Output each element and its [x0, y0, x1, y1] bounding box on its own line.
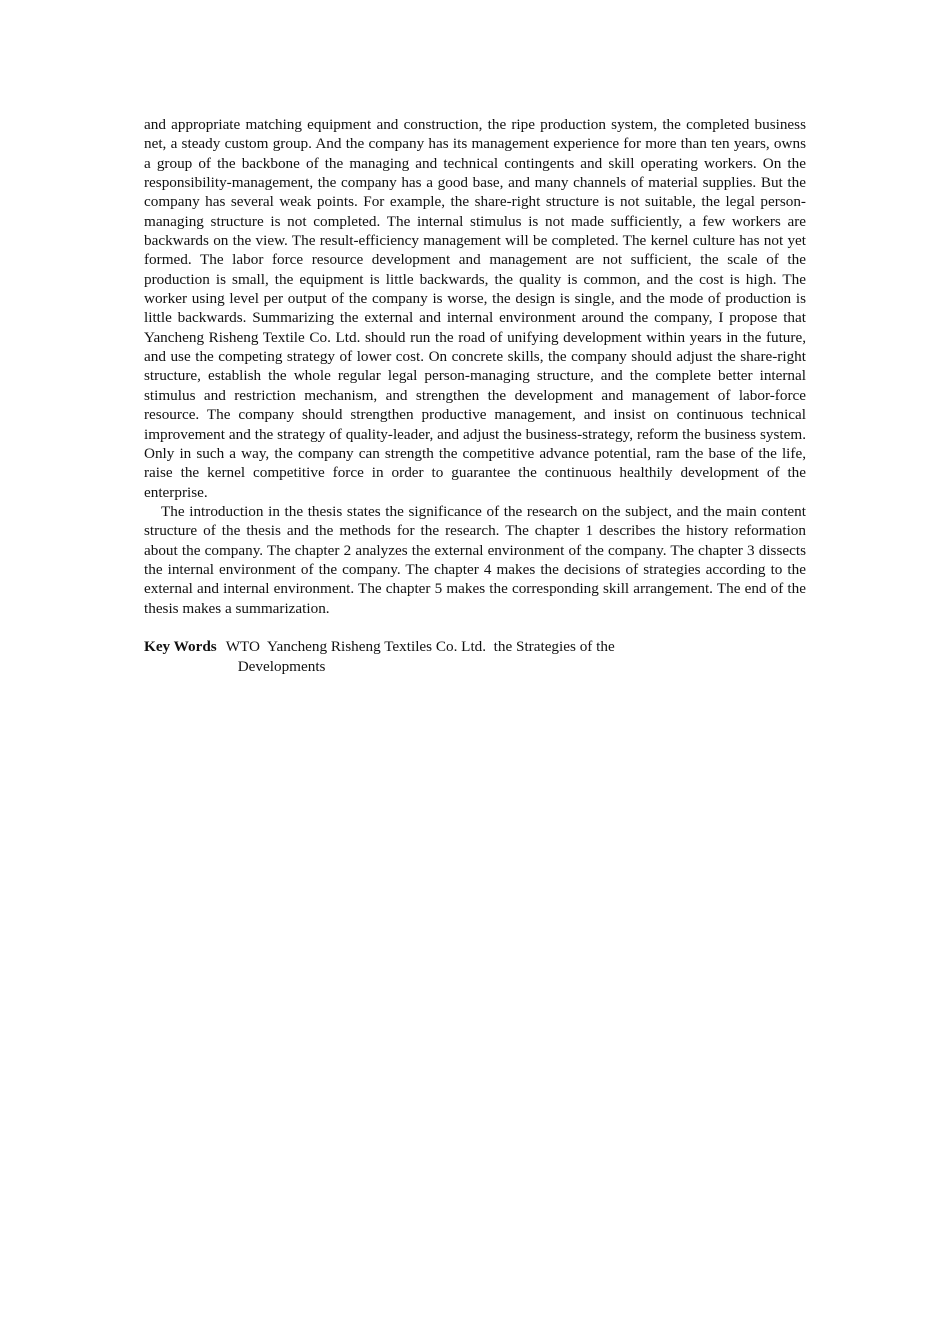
keywords-label: Key Words [144, 637, 217, 655]
abstract-paragraph-2: The introduction in the thesis states the significance of the research on the subject, and the main content structure of the thesis and the methods for the research. The chapter 1 describes the history reformation about the company. The chapter 2 analyzes the external environment of the company. The chapter 3 dissects the internal environment of the company. The chapter 4 makes the decisions of strategies according to the external and internal environment. The chapter 5 makes the corresponding skill arrangement. The end of the thesis makes a summarization. [144, 502, 806, 617]
document-page [144, 115, 806, 677]
keywords-section [144, 637, 806, 677]
keywords-values: WTO Yancheng Risheng Textiles Co. Ltd. the Strategies of the Developments [225, 637, 619, 675]
abstract-paragraph-1: and appropriate matching equipment and construction, the ripe production system, the completed business net, a steady custom group. And the company has its management experience for more than ten years, owns a group of the backbone of the managing and technical contingents and skill operating workers. On the responsibility-management, the company has a good base, and many channels of material supplies. But the company has several weak points. For example, the share-right structure is not suitable, the legal person-managing structure is not completed. The internal stimulus is not made sufficiently, a few workers are backwards on the view. The result-efficiency management will be completed. The kernel culture has not yet formed. The labor force resource development and management are not sufficient, the scale of the production is small, the equipment is little backwards, the quality is common, and the cost is high. The worker using level per output of the company is worse, the design is single, and the mode of production is little backwards. Summarizing the external and internal environment around the company, I propose that Yancheng Risheng Textile Co. Ltd. should run the road of unifying development within years in the future, and use the competing strategy of lower cost. On concrete skills, the company should adjust the share-right structure, establish the whole regular legal person-managing structure, and the complete better internal stimulus and restriction mechanism, and strengthen the development and management of labor-force resource. The company should strengthen productive management, and insist on continuous technical improvement and the strategy of quality-leader, and adjust the business-strategy, reform the business system. Only in such a way, the company can strength the competitive advance potential, ram the base of the life, raise the kernel competitive force in order to guarantee the continuous healthily development of the enterprise. [144, 116, 806, 501]
